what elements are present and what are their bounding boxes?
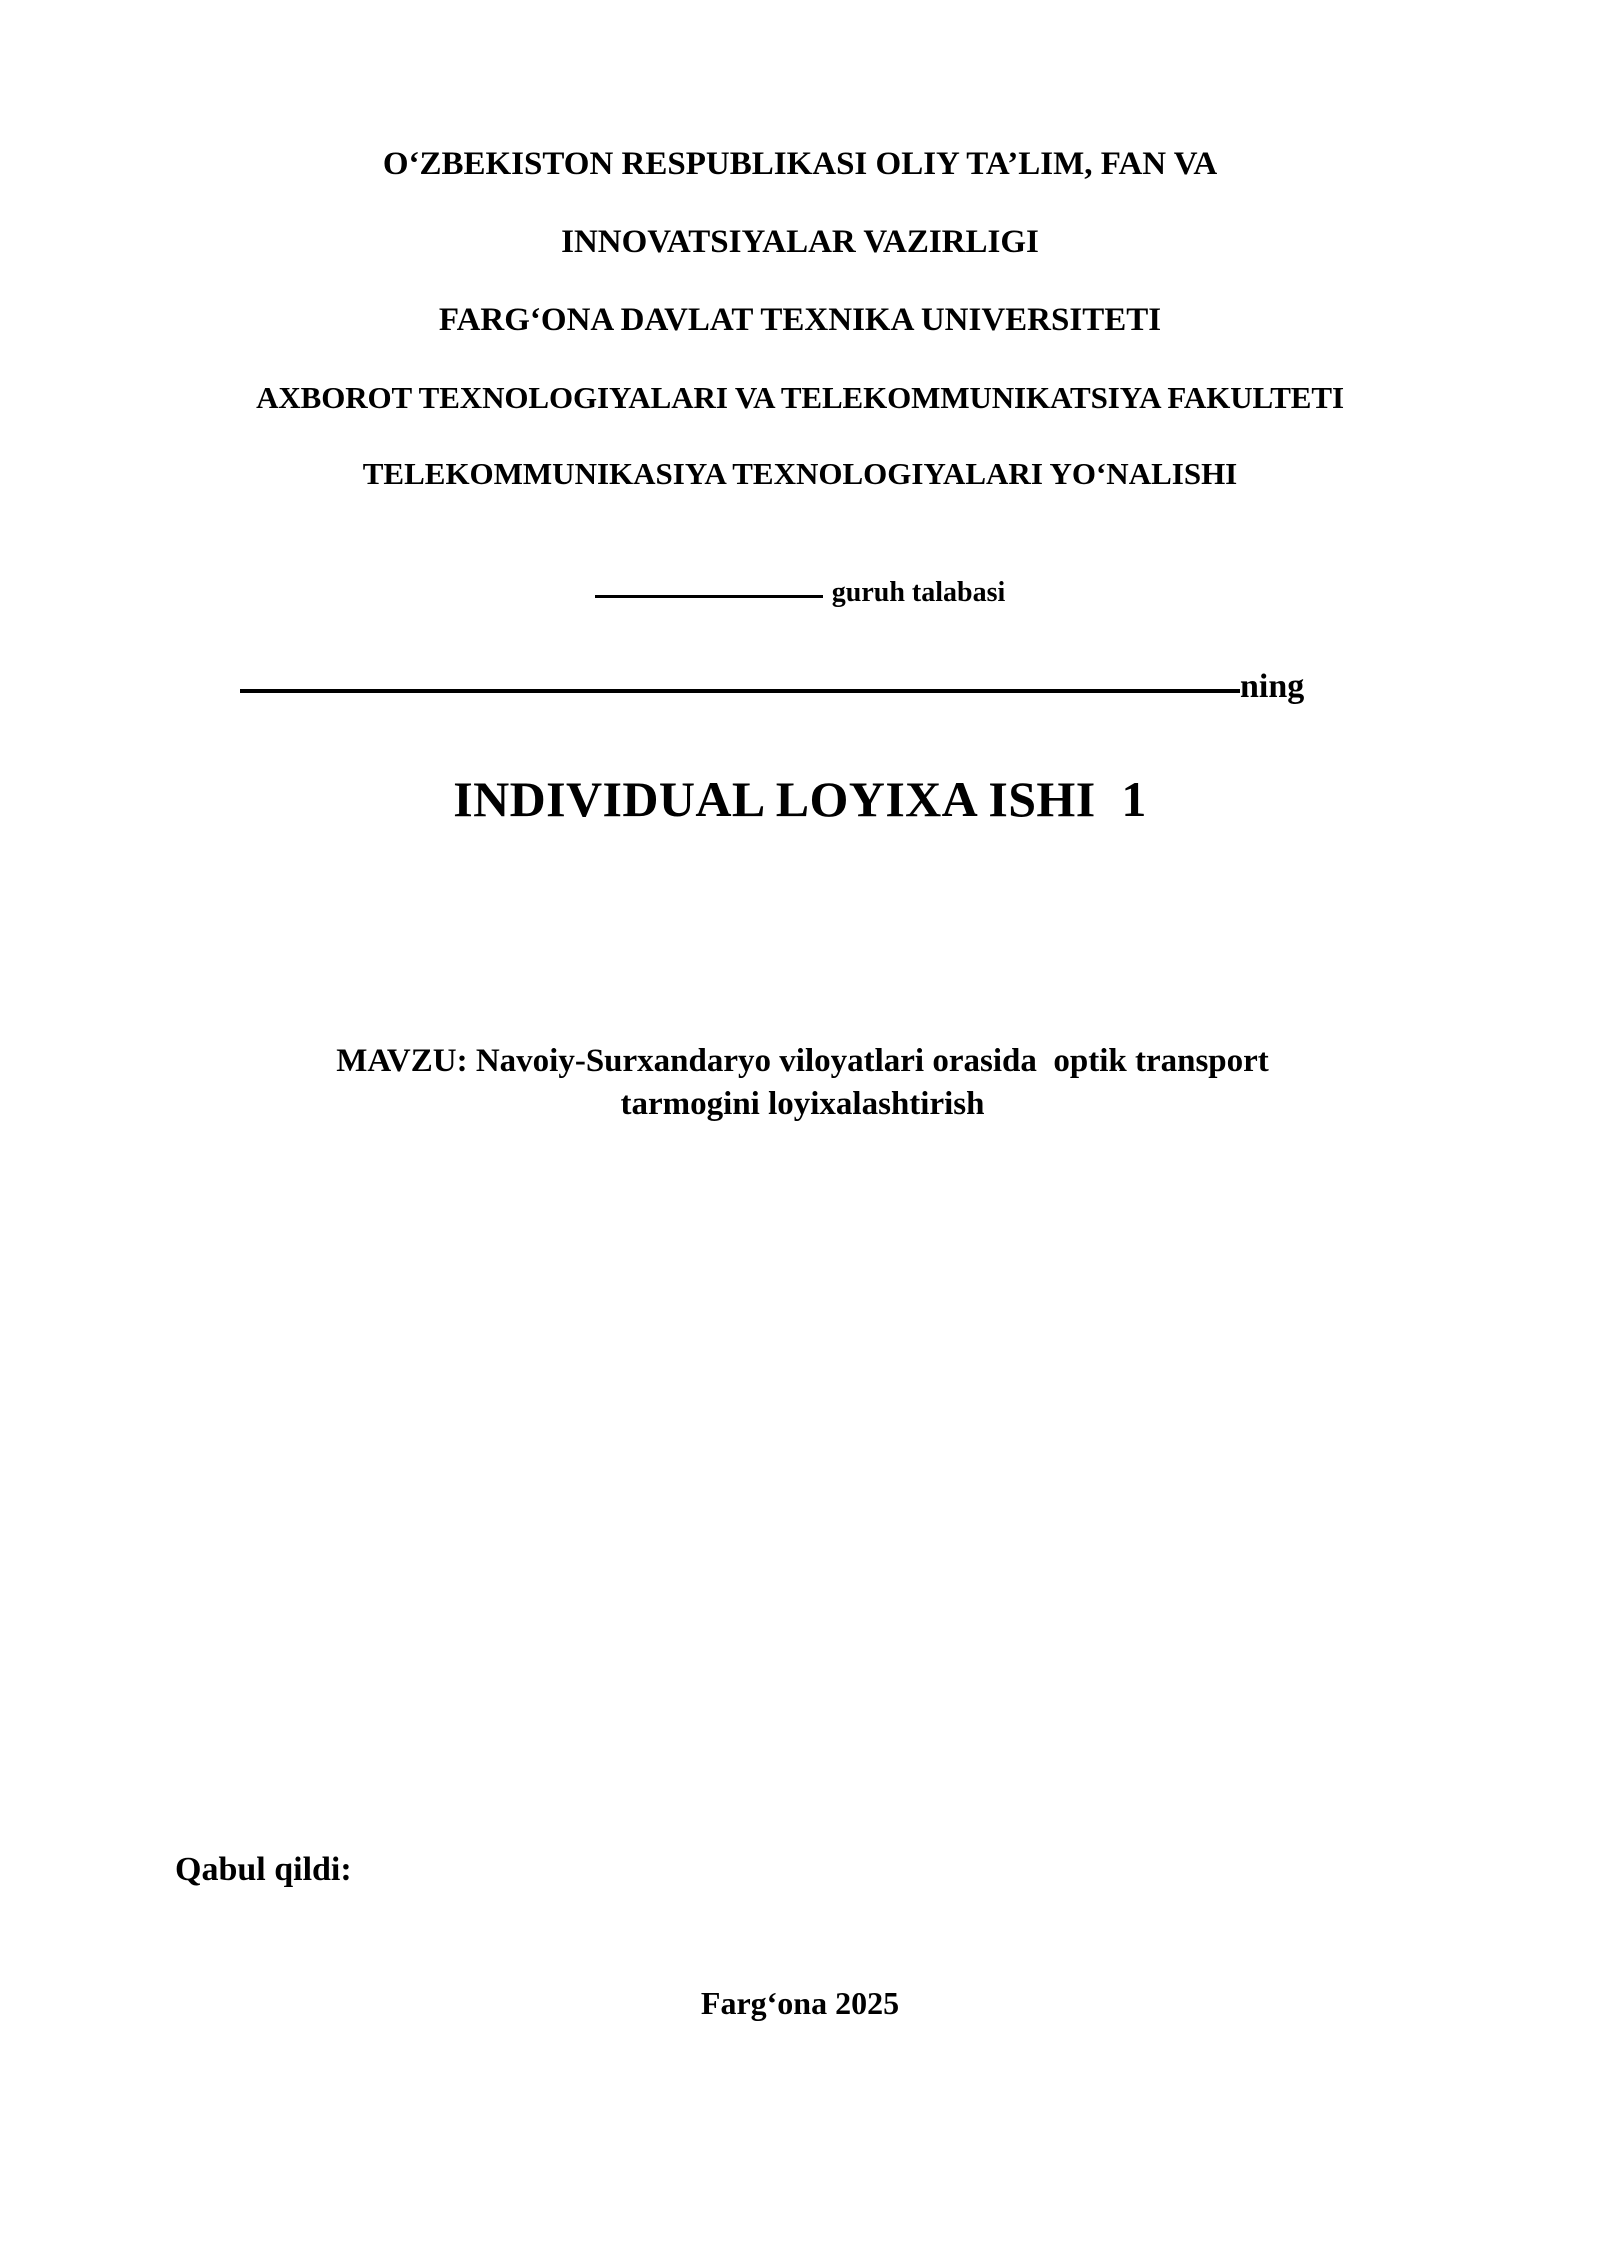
group-line <box>110 578 1490 609</box>
header-line-ministry-2: INNOVATSIYALAR VAZIRLIGI <box>561 224 1039 260</box>
accepted-by-label: Qabul qildi: <box>175 1851 352 1888</box>
header-line-university: FARG‘ONA DAVLAT TEXNIKA UNIVERSITETI <box>438 302 1162 338</box>
subject-line-1: MAVZU: Navoiy-Surxandaryo viloyatlari orasida optik transport <box>336 1043 1269 1079</box>
work-title: INDIVIDUAL LOYIXA ISHI 1 <box>453 771 1147 827</box>
student-name-suffix: ning <box>1240 668 1305 705</box>
group-label: guruh talabasi <box>831 577 1006 608</box>
group-number-blank[interactable] <box>595 595 823 598</box>
subject-block <box>190 1040 1415 1126</box>
student-name-blank[interactable] <box>240 689 1240 693</box>
footer-city-year: Farg‘ona 2025 <box>700 1985 900 2021</box>
header-line-department: TELEKOMMUNIKASIYA TEXNOLOGIYALARI YO‘NALISHI <box>362 456 1238 491</box>
institution-header <box>110 148 1490 489</box>
subject-line-2: tarmogini loyixalashtirish <box>620 1085 985 1122</box>
student-name-line <box>240 668 1460 705</box>
header-line-ministry-1: O‘ZBEKISTON RESPUBLIKASI OLIY TA’LIM, FAN VA <box>382 146 1218 182</box>
header-line-faculty: AXBOROT TEXNOLOGIYALARI VA TELEKOMMUNIKATSIYA FAKULTETI <box>256 380 1344 415</box>
